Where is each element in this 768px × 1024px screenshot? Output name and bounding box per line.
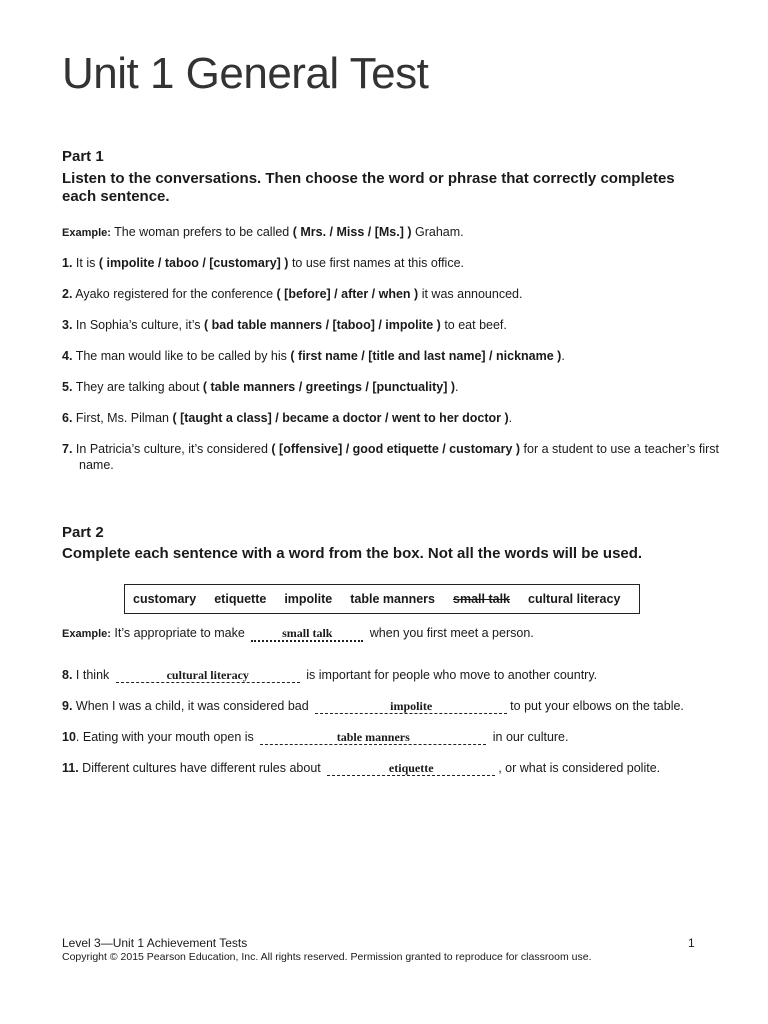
question-3: 3. In Sophia’s culture, it’s ( bad table manners / [taboo] / impolite ) to eat beef. (62, 318, 507, 332)
part2-example: Example: It’s appropriate to make small talk when you first meet a person. (62, 626, 534, 640)
answer-blank[interactable]: etiquette (327, 761, 495, 776)
word-box-item-struck: small talk (453, 592, 510, 606)
part1-label: Part 1 (62, 148, 104, 165)
answer-blank[interactable]: impolite (315, 699, 507, 714)
word-box-item: table manners (350, 592, 436, 606)
word-box-item: impolite (284, 592, 333, 606)
question-8: 8. I think cultural literacy is important for people who move to another country. (62, 668, 598, 682)
page-number: 1 (688, 936, 695, 950)
question-4: 4. The man would like to be called by his ( first name / [title and last name] / nickname ). (62, 349, 565, 363)
question-5: 5. They are talking about ( table manners / greetings / [punctuality] ). (62, 380, 459, 394)
question-1: 1. It is ( impolite / taboo / [customary] ) to use first names at this office. (62, 256, 465, 270)
question-6: 6. First, Ms. Pilman ( [taught a class] / became a doctor / went to her doctor ). (62, 411, 513, 425)
word-box-item: customary (133, 592, 197, 606)
example-answer-blank: small talk (251, 626, 363, 642)
word-box-item: etiquette (214, 592, 267, 606)
page-title: Unit 1 General Test (62, 49, 429, 98)
question-11: 11. Different cultures have different rules about etiquette , or what is considered polite. (62, 761, 661, 775)
copyright-notice: Copyright © 2015 Pearson Education, Inc. All rights reserved. Permission granted to reproduce for classroom use. (62, 951, 592, 963)
question-9: 9. When I was a child, it was considered bad impolite to put your elbows on the table. (62, 699, 684, 713)
example-label: Example: (62, 227, 111, 239)
example-label: Example: (62, 628, 111, 640)
part2-label: Part 2 (62, 524, 104, 541)
question-7: 7. In Patricia’s culture, it’s considered ( [offensive] / good etiquette / customary ) for a student to use a teacher’s first name. (62, 442, 720, 472)
word-box (124, 584, 640, 614)
part2-instructions: Complete each sentence with a word from the box. Not all the words will be used. (62, 545, 643, 562)
footer-title: Level 3—Unit 1 Achievement Tests (62, 936, 248, 950)
answer-blank[interactable]: cultural literacy (116, 668, 300, 683)
answer-blank[interactable]: table manners (260, 730, 486, 745)
example-choice: ( Mrs. / Miss / [Ms.] ) (292, 225, 412, 239)
word-box-item: cultural literacy (528, 592, 621, 606)
question-2: 2. Ayako registered for the conference ( [before] / after / when ) it was announced. (62, 287, 523, 301)
part1-instructions: Listen to the conversations. Then choose the word or phrase that correctly completes each sentence. (62, 170, 675, 205)
question-10: 10. Eating with your mouth open is table manners in our culture. (62, 730, 569, 744)
part1-example: Example: The woman prefers to be called ( Mrs. / Miss / [Ms.] ) Graham. (62, 225, 464, 239)
